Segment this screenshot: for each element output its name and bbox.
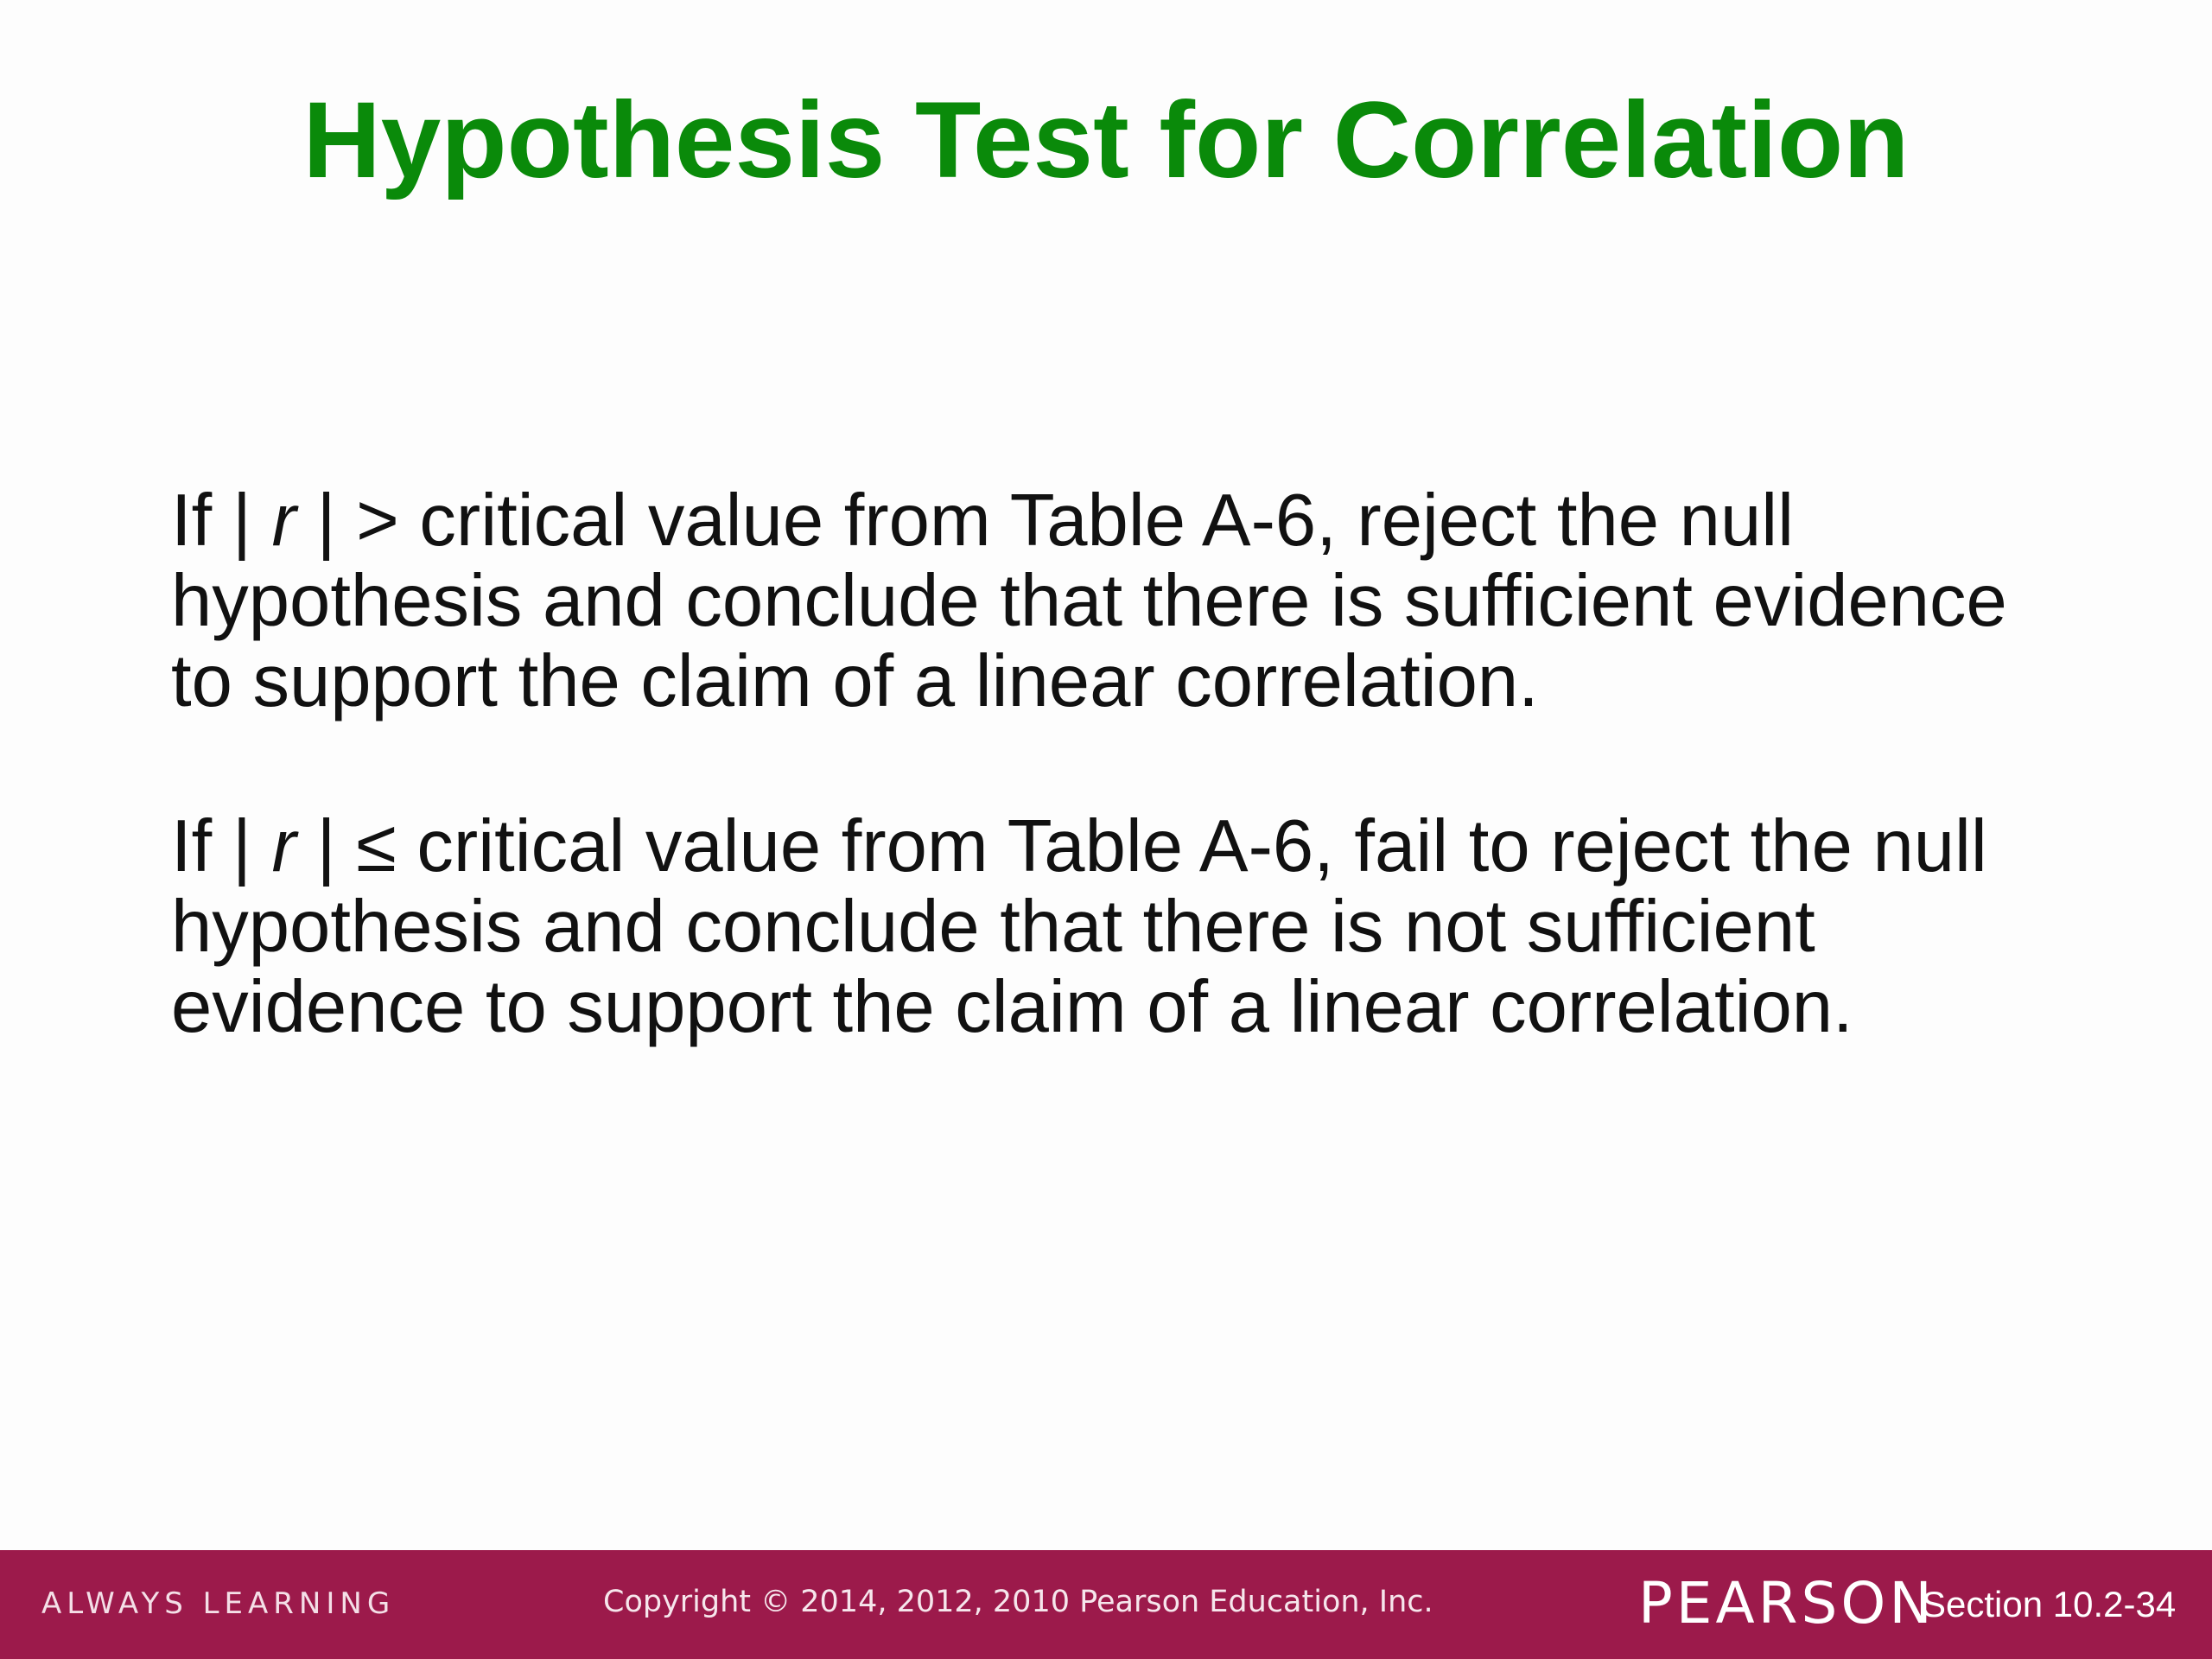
paragraph-fail-to-reject [171,806,2115,1047]
paragraph-line: hypothesis and conclude that there is not sufficient [171,886,1815,968]
paragraph-line: evidence to support the claim of a linear correlation. [171,966,1853,1048]
paragraph-reject [171,480,2115,721]
paragraph-line [171,806,2115,887]
paragraph-line [171,480,2115,561]
paragraph-line: hypothesis and conclude that there is sufficient evidence [171,560,2007,642]
line-suffix: | ≤ critical value from Table A-6, fail to reject the null [296,805,1987,887]
line-prefix: If | [171,805,272,887]
variable-r: r [271,805,296,887]
footer-tagline: ALWAYS LEARNING [41,1586,396,1621]
line-prefix: If | [171,480,272,562]
footer-bar [0,1550,2212,1659]
footer-copyright: Copyright © 2014, 2012, 2010 Pearson Education, Inc. [603,1585,1433,1619]
pearson-logo: PEARSON [1638,1570,1936,1637]
section-number: Section 10.2-34 [1922,1584,2177,1624]
slide-title: Hypothesis Test for Correlation [302,80,1910,200]
paragraph-line: to support the claim of a linear correlation. [171,640,1539,722]
variable-r: r [271,480,296,562]
line-suffix: | > critical value from Table A-6, reject the null [296,480,1794,562]
